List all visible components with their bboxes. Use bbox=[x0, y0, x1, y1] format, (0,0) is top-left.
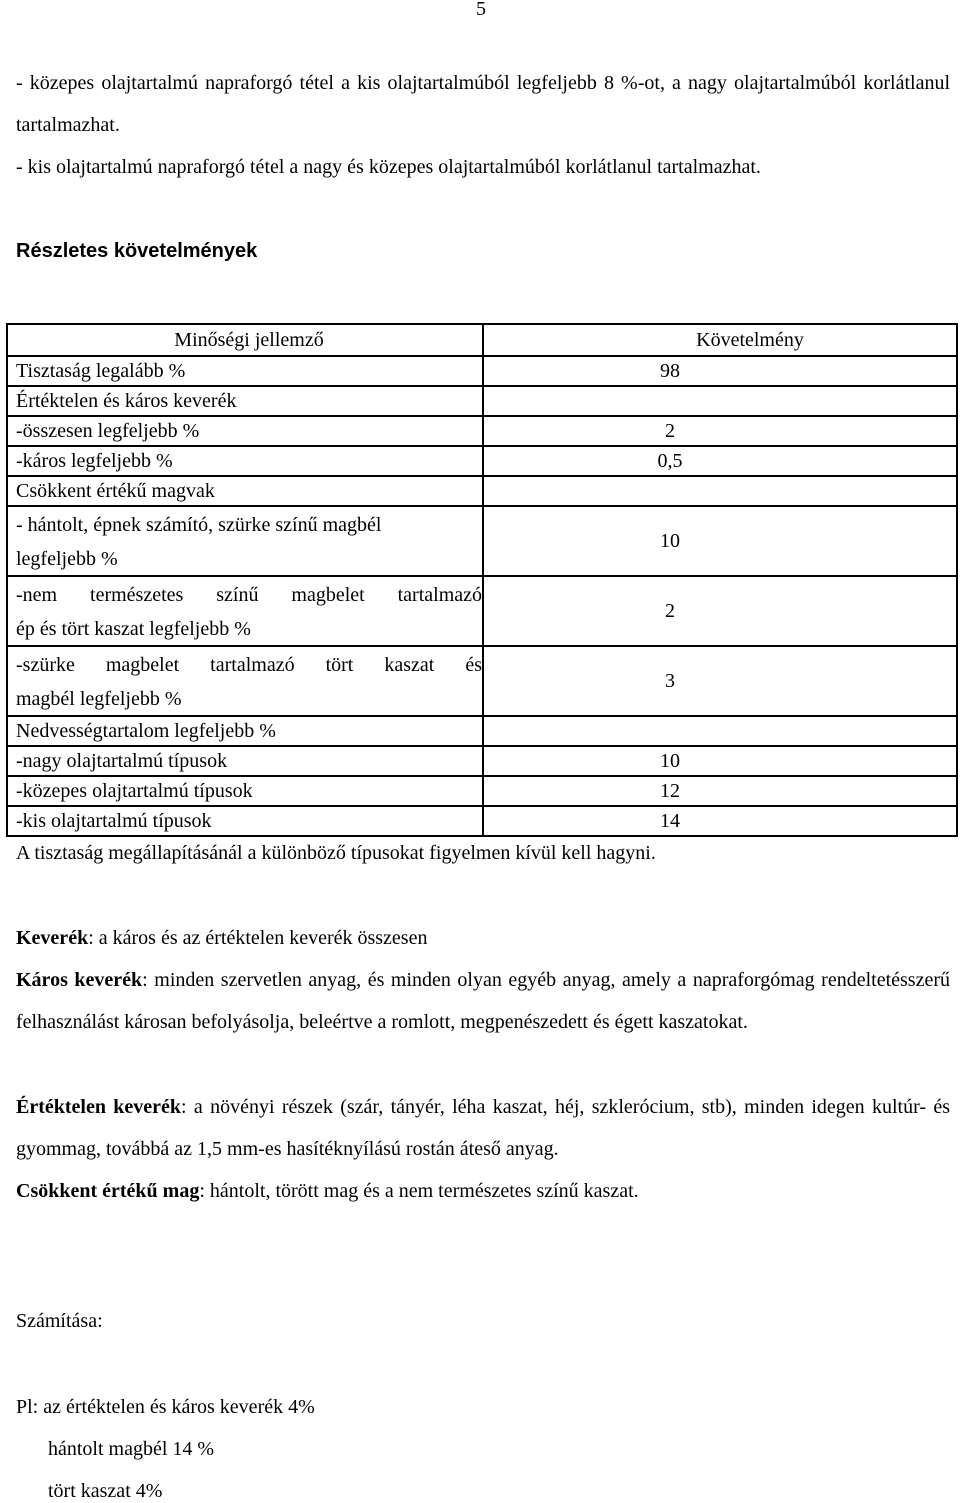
table-row bbox=[7, 446, 957, 476]
row-label-line-2: legfeljebb % bbox=[16, 548, 118, 570]
row-value: 0,5 bbox=[483, 446, 957, 476]
row-label: -káros legfeljebb % bbox=[7, 446, 483, 476]
row-label: Értéktelen és káros keverék bbox=[7, 386, 483, 416]
table-row bbox=[7, 776, 957, 806]
table-row bbox=[7, 646, 957, 716]
table-row bbox=[7, 746, 957, 776]
table-footnote: A tisztaság megállapításánál a különböző típusokat figyelmen kívül kell hagyni. bbox=[16, 842, 656, 864]
table-row bbox=[7, 476, 957, 506]
table-row bbox=[7, 386, 957, 416]
definition-harmful-mixture bbox=[16, 959, 950, 1043]
definition-mixture bbox=[16, 917, 950, 959]
row-label-line-1: -nem természetes színű magbelet tartalmazó bbox=[16, 584, 483, 606]
row-value: 10 bbox=[483, 746, 957, 776]
table-row bbox=[7, 506, 957, 576]
definition-text: : minden szervetlen anyag, és minden olyan egyéb anyag, amely a napraforgómag rendeltetésszerű felhasználást károsan befolyásolja, beleértve a romlott, megpenészedett és égett kaszatokat. bbox=[16, 969, 951, 1033]
row-value bbox=[483, 716, 957, 746]
intro-paragraph-2: - kis olajtartalmú napraforgó tétel a nagy és közepes olajtartalmúból korlátlanul tartalmazhat. bbox=[16, 156, 761, 178]
row-value bbox=[483, 476, 957, 506]
definition-term: Értéktelen keverék bbox=[16, 1096, 182, 1118]
calculation-title: Számítása: bbox=[16, 1310, 103, 1332]
table-row bbox=[7, 716, 957, 746]
table-header-row bbox=[7, 324, 957, 356]
definition-text: : a káros és az értéktelen keverék összesen bbox=[88, 927, 428, 949]
row-label-line-1: - hántolt, épnek számító, szürke színű magbél bbox=[16, 514, 382, 536]
calculation-example-line-3: tört kaszat 4% bbox=[48, 1480, 163, 1502]
row-value: 98 bbox=[483, 356, 957, 386]
table-row bbox=[7, 356, 957, 386]
row-value bbox=[483, 386, 957, 416]
definition-text: : hántolt, törött mag és a nem természetes színű kaszat. bbox=[199, 1180, 639, 1202]
section-heading: Részletes követelmények bbox=[16, 240, 258, 262]
row-value: 2 bbox=[483, 416, 957, 446]
definition-worthless-mixture bbox=[16, 1086, 950, 1170]
row-label: Csökkent értékű magvak bbox=[7, 476, 483, 506]
definition-term: Csökkent értékű mag bbox=[16, 1180, 200, 1202]
table-row bbox=[7, 416, 957, 446]
definition-term: Káros keverék bbox=[16, 969, 143, 991]
row-label bbox=[7, 506, 483, 576]
row-label-line-2: ép és tört kaszat legfeljebb % bbox=[16, 618, 251, 640]
row-value: 12 bbox=[483, 776, 957, 806]
row-value: 2 bbox=[483, 576, 957, 646]
row-label: -összesen legfeljebb % bbox=[7, 416, 483, 446]
col-header-characteristic: Minőségi jellemző bbox=[7, 324, 483, 356]
row-label: -kis olajtartalmú típusok bbox=[7, 806, 483, 836]
row-label: Nedvességtartalom legfeljebb % bbox=[7, 716, 483, 746]
calculation-example-line-2: hántolt magbél 14 % bbox=[48, 1438, 215, 1460]
col-header-requirement: Követelmény bbox=[483, 324, 957, 356]
row-label bbox=[7, 646, 483, 716]
row-label: -nagy olajtartalmú típusok bbox=[7, 746, 483, 776]
intro-paragraph-1: - közepes olajtartalmú napraforgó tétel a kis olajtartalmúból legfeljebb 8 %-ot, a nagy olajtartalmúból korlátlanul tartalmazhat. bbox=[16, 72, 950, 136]
table-row bbox=[7, 576, 957, 646]
definition-reduced-value-seed bbox=[16, 1170, 950, 1212]
row-label: Tisztaság legalább % bbox=[7, 356, 483, 386]
row-value: 10 bbox=[483, 506, 957, 576]
page-number: 5 bbox=[476, 0, 486, 20]
table-row bbox=[7, 806, 957, 836]
row-value: 3 bbox=[483, 646, 957, 716]
row-label-line-1: -szürke magbelet tartalmazó tört kaszat és bbox=[16, 654, 483, 676]
definition-text: : a növényi részek (szár, tányér, léha kaszat, héj, szklerócium, stb), minden idegen kultúr- és gyommag, továbbá az 1,5 mm-es hasítéknyílású rostán áteső anyag. bbox=[16, 1096, 950, 1160]
calculation-example-line-1: Pl: az értéktelen és káros keverék 4% bbox=[16, 1396, 315, 1418]
row-label: -közepes olajtartalmú típusok bbox=[7, 776, 483, 806]
row-label-line-2: magbél legfeljebb % bbox=[16, 688, 182, 710]
definition-term: Keverék bbox=[16, 927, 89, 949]
requirements-table bbox=[6, 323, 958, 837]
row-label bbox=[7, 576, 483, 646]
row-value: 14 bbox=[483, 806, 957, 836]
